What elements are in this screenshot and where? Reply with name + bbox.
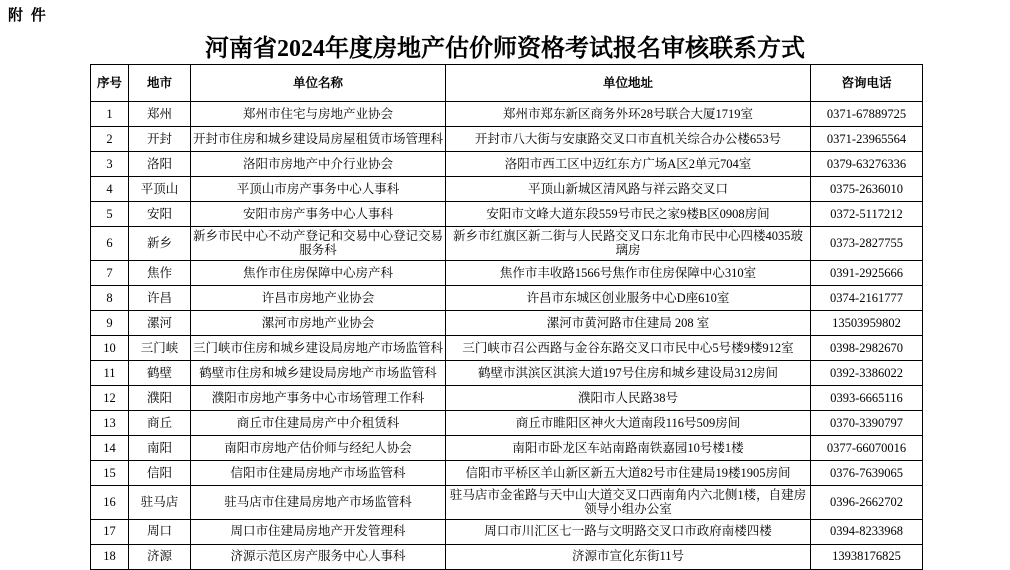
- cell-address: 平顶山新城区清风路与祥云路交叉口: [446, 177, 811, 202]
- table-row: [91, 127, 923, 152]
- attachment-label: 附 件: [8, 8, 48, 24]
- cell-seq: 13: [91, 410, 129, 435]
- cell-unit: 周口市住建局房地产开发管理科: [191, 519, 446, 544]
- cell-city: 许昌: [129, 285, 191, 310]
- table-row: [91, 285, 923, 310]
- cell-address: 安阳市文峰大道东段559号市民之家9楼B区0908房间: [446, 202, 811, 227]
- cell-city: 济源: [129, 544, 191, 569]
- column-header-unit: 单位名称: [191, 65, 446, 102]
- cell-unit: 鹤壁市住房和城乡建设局房地产市场监管科: [191, 360, 446, 385]
- cell-address: 南阳市卧龙区车站南路南铁嘉园10号楼1楼: [446, 435, 811, 460]
- cell-phone: 0398-2982670: [811, 335, 923, 360]
- cell-address: 商丘市睢阳区神火大道南段116号509房间: [446, 410, 811, 435]
- cell-unit: 三门峡市住房和城乡建设局房地产市场监管科: [191, 335, 446, 360]
- cell-seq: 18: [91, 544, 129, 569]
- table-row: [91, 260, 923, 285]
- cell-city: 鹤壁: [129, 360, 191, 385]
- cell-city: 开封: [129, 127, 191, 152]
- cell-phone: 0377-66070016: [811, 435, 923, 460]
- cell-seq: 7: [91, 260, 129, 285]
- cell-seq: 14: [91, 435, 129, 460]
- cell-address: 三门峡市召公西路与金谷东路交叉口市民中心5号楼9楼912室: [446, 335, 811, 360]
- cell-phone: 0371-67889725: [811, 102, 923, 127]
- cell-address: 周口市川汇区七一路与文明路交叉口市政府南楼四楼: [446, 519, 811, 544]
- cell-city: 濮阳: [129, 385, 191, 410]
- table-row: [91, 102, 923, 127]
- table-row: [91, 360, 923, 385]
- cell-seq: 6: [91, 227, 129, 261]
- cell-phone: 13938176825: [811, 544, 923, 569]
- cell-address: 新乡市红旗区新二街与人民路交叉口东北角市民中心四楼4035玻璃房: [446, 227, 811, 261]
- cell-unit: 济源示范区房产服务中心人事科: [191, 544, 446, 569]
- cell-unit: 漯河市房地产业协会: [191, 310, 446, 335]
- cell-address: 漯河市黄河路市住建局 208 室: [446, 310, 811, 335]
- cell-seq: 16: [91, 485, 129, 519]
- table-row: [91, 227, 923, 261]
- cell-seq: 15: [91, 460, 129, 485]
- cell-seq: 1: [91, 102, 129, 127]
- cell-phone: 0372-5117212: [811, 202, 923, 227]
- cell-unit: 商丘市住建局房产中介租赁科: [191, 410, 446, 435]
- cell-unit: 驻马店市住建局房地产市场监管科: [191, 485, 446, 519]
- table-row: [91, 152, 923, 177]
- cell-seq: 12: [91, 385, 129, 410]
- cell-address: 开封市八大街与安康路交叉口市直机关综合办公楼653号: [446, 127, 811, 152]
- cell-phone: 0392-3386022: [811, 360, 923, 385]
- cell-seq: 2: [91, 127, 129, 152]
- cell-seq: 4: [91, 177, 129, 202]
- cell-address: 洛阳市西工区中迈红东方广场A区2单元704室: [446, 152, 811, 177]
- contact-table-container: [90, 64, 922, 570]
- cell-phone: 0379-63276336: [811, 152, 923, 177]
- cell-city: 周口: [129, 519, 191, 544]
- cell-unit: 安阳市房产事务中心人事科: [191, 202, 446, 227]
- column-header-phone: 咨询电话: [811, 65, 923, 102]
- cell-city: 新乡: [129, 227, 191, 261]
- cell-address: 信阳市平桥区羊山新区新五大道82号市住建局19楼1905房间: [446, 460, 811, 485]
- cell-unit: 信阳市住建局房地产市场监管科: [191, 460, 446, 485]
- cell-address: 郑州市郑东新区商务外环28号联合大厦1719室: [446, 102, 811, 127]
- table-row: [91, 177, 923, 202]
- cell-city: 驻马店: [129, 485, 191, 519]
- table-row: [91, 460, 923, 485]
- cell-city: 信阳: [129, 460, 191, 485]
- table-body: [91, 102, 923, 570]
- cell-seq: 17: [91, 519, 129, 544]
- table-row: [91, 385, 923, 410]
- contact-table: [90, 64, 923, 570]
- table-header-row: [91, 65, 923, 102]
- table-row: [91, 202, 923, 227]
- cell-city: 商丘: [129, 410, 191, 435]
- cell-unit: 洛阳市房地产中介行业协会: [191, 152, 446, 177]
- cell-city: 平顶山: [129, 177, 191, 202]
- cell-unit: 郑州市住宅与房地产业协会: [191, 102, 446, 127]
- cell-phone: 0391-2925666: [811, 260, 923, 285]
- page-title: 河南省2024年度房地产估价师资格考试报名审核联系方式: [205, 36, 805, 62]
- cell-phone: 0394-8233968: [811, 519, 923, 544]
- cell-unit: 濮阳市房地产事务中心市场管理工作科: [191, 385, 446, 410]
- cell-seq: 11: [91, 360, 129, 385]
- column-header-seq: 序号: [91, 65, 129, 102]
- cell-seq: 8: [91, 285, 129, 310]
- cell-address: 焦作市丰收路1566号焦作市住房保障中心310室: [446, 260, 811, 285]
- cell-city: 三门峡: [129, 335, 191, 360]
- cell-city: 漯河: [129, 310, 191, 335]
- table-row: [91, 485, 923, 519]
- cell-city: 焦作: [129, 260, 191, 285]
- cell-city: 南阳: [129, 435, 191, 460]
- table-row: [91, 310, 923, 335]
- table-row: [91, 435, 923, 460]
- cell-seq: 10: [91, 335, 129, 360]
- table-row: [91, 335, 923, 360]
- column-header-city: 地市: [129, 65, 191, 102]
- cell-phone: 0374-2161777: [811, 285, 923, 310]
- cell-address: 濮阳市人民路38号: [446, 385, 811, 410]
- cell-phone: 0376-7639065: [811, 460, 923, 485]
- cell-unit: 新乡市民中心不动产登记和交易中心登记交易服务科: [191, 227, 446, 261]
- cell-seq: 9: [91, 310, 129, 335]
- cell-phone: 0375-2636010: [811, 177, 923, 202]
- cell-phone: 13503959802: [811, 310, 923, 335]
- cell-address: 济源市宣化东街11号: [446, 544, 811, 569]
- cell-unit: 平顶山市房产事务中心人事科: [191, 177, 446, 202]
- cell-unit: 南阳市房地产估价师与经纪人协会: [191, 435, 446, 460]
- cell-phone: 0371-23965564: [811, 127, 923, 152]
- table-row: [91, 410, 923, 435]
- cell-city: 洛阳: [129, 152, 191, 177]
- column-header-address: 单位地址: [446, 65, 811, 102]
- table-row: [91, 519, 923, 544]
- cell-address: 许昌市东城区创业服务中心D座610室: [446, 285, 811, 310]
- cell-phone: 0393-6665116: [811, 385, 923, 410]
- cell-unit: 焦作市住房保障中心房产科: [191, 260, 446, 285]
- cell-seq: 3: [91, 152, 129, 177]
- cell-phone: 0396-2662702: [811, 485, 923, 519]
- cell-address: 驻马店市金雀路与天中山大道交叉口西南角内六北侧1楼，自建房领导小组办公室: [446, 485, 811, 519]
- cell-unit: 开封市住房和城乡建设局房屋租赁市场管理科: [191, 127, 446, 152]
- cell-phone: 0370-3390797: [811, 410, 923, 435]
- cell-unit: 许昌市房地产业协会: [191, 285, 446, 310]
- cell-city: 郑州: [129, 102, 191, 127]
- cell-seq: 5: [91, 202, 129, 227]
- cell-city: 安阳: [129, 202, 191, 227]
- cell-address: 鹤壁市淇滨区淇滨大道197号住房和城乡建设局312房间: [446, 360, 811, 385]
- cell-phone: 0373-2827755: [811, 227, 923, 261]
- table-row: [91, 544, 923, 569]
